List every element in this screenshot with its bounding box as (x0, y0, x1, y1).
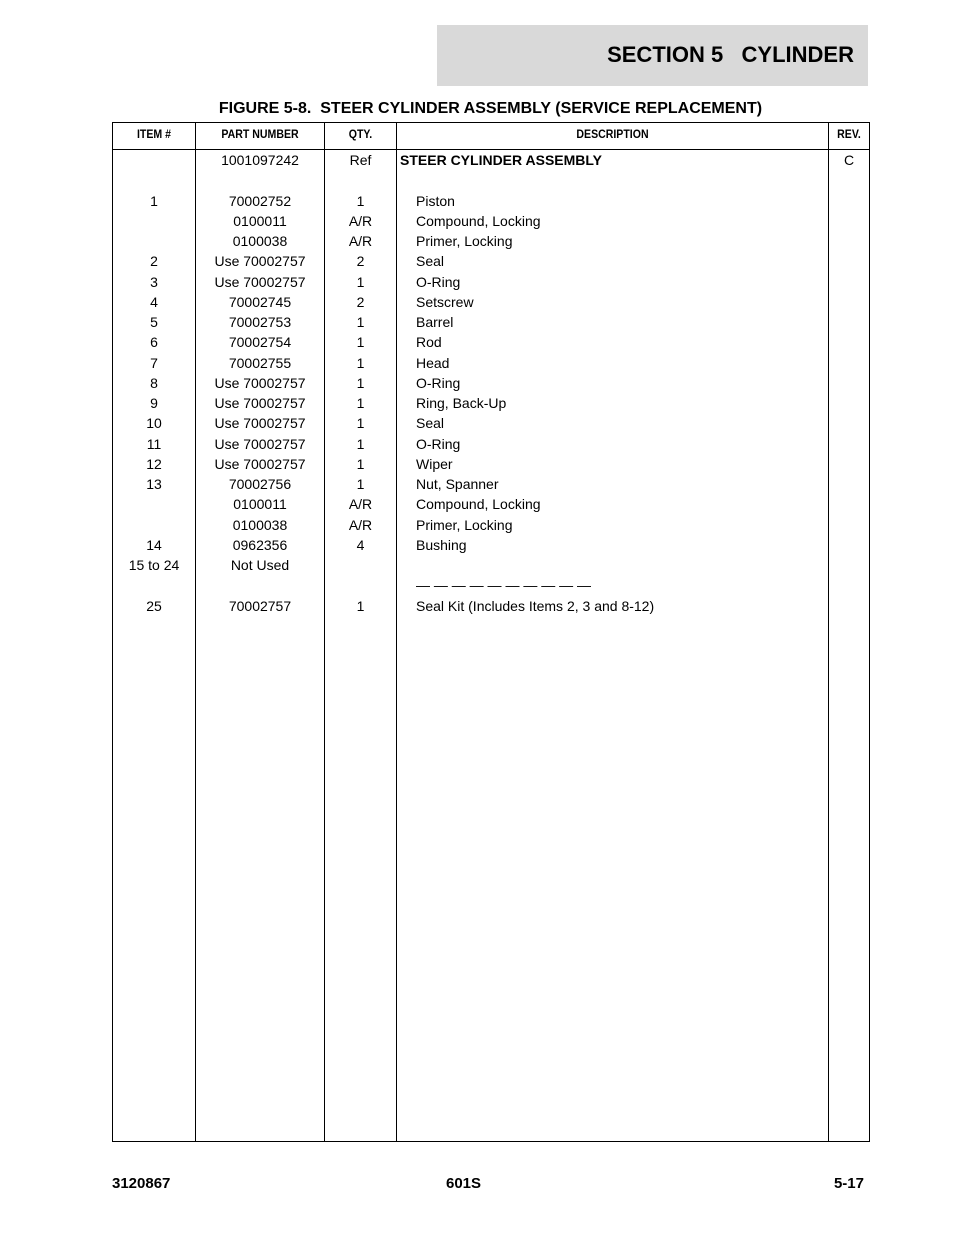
qty-cell: Ref (349, 152, 372, 168)
footer-doc-number: 3120867 (112, 1175, 171, 1192)
rev-cell (829, 413, 869, 433)
qty-cell: 1 (356, 415, 365, 432)
rev-cell (829, 454, 869, 474)
table-row (113, 434, 869, 454)
part-number-cell: 0100011 (233, 496, 287, 513)
table-row (113, 353, 869, 373)
item-cell: 10 (146, 415, 162, 432)
item-cell (113, 231, 195, 251)
item-cell: 2 (150, 253, 158, 270)
description-cell: Rod (416, 334, 442, 351)
table-row (113, 596, 869, 616)
section-banner (437, 25, 868, 86)
description-cell: Seal (416, 253, 445, 270)
rev-cell (829, 272, 869, 292)
description-cell: Wiper (416, 455, 453, 472)
footer-model: 601S (446, 1175, 482, 1192)
part-number-cell: Use 70002757 (214, 435, 306, 452)
part-number-cell: Use 70002757 (214, 395, 306, 411)
table-row (113, 494, 869, 514)
table-row (113, 413, 869, 433)
part-number-cell: 70002752 (228, 192, 292, 209)
qty-cell: 1 (356, 597, 365, 614)
rev-cell (829, 515, 869, 535)
table-row (113, 393, 869, 413)
rev-cell (829, 170, 869, 190)
col-header-rev: REV. (837, 127, 861, 141)
description-cell: O-Ring (416, 273, 461, 290)
qty-cell: 2 (356, 253, 365, 270)
qty-cell: A/R (348, 233, 373, 249)
rev-cell (829, 312, 869, 332)
item-cell: 9 (150, 395, 158, 411)
part-number-cell: Use 70002757 (214, 374, 306, 391)
part-number-cell: 70002754 (228, 334, 292, 351)
description-cell (416, 170, 826, 190)
qty-cell: 1 (356, 476, 365, 492)
item-cell (113, 494, 195, 514)
item-cell: 3 (150, 273, 158, 290)
item-cell: 11 (146, 435, 162, 452)
part-number-cell (196, 575, 324, 595)
qty-cell: 1 (356, 354, 365, 371)
qty-cell: 2 (356, 293, 365, 310)
rev-cell: C (843, 152, 855, 168)
rev-cell (829, 292, 869, 312)
table-row (113, 170, 869, 190)
item-cell (113, 575, 195, 595)
part-number-cell: 0100038 (232, 516, 288, 533)
parts-table (112, 122, 870, 1142)
item-cell: 15 to 24 (128, 557, 180, 573)
description-cell (416, 555, 826, 575)
qty-cell: 1 (356, 334, 365, 351)
qty-cell: 1 (356, 374, 365, 391)
part-number-cell: Use 70002757 (214, 415, 306, 432)
item-cell: 12 (146, 455, 162, 472)
description-cell: Seal Kit (Includes Items 2, 3 and 8-12) (416, 597, 655, 614)
part-number-cell: Use 70002757 (214, 455, 306, 472)
rev-cell (829, 373, 869, 393)
col-header-description: DESCRIPTION (576, 127, 649, 141)
description-cell: Primer, Locking (416, 516, 513, 533)
qty-cell: 1 (356, 314, 365, 330)
footer-page-number: 5-17 (833, 1175, 864, 1192)
item-cell: 14 (146, 536, 162, 553)
table-row (113, 272, 869, 292)
rev-cell (829, 251, 869, 271)
item-cell (113, 150, 195, 170)
rev-cell (829, 535, 869, 555)
part-number-cell: 0100038 (232, 233, 288, 249)
rev-cell (829, 555, 869, 575)
item-cell (113, 211, 195, 231)
rev-cell (829, 494, 869, 514)
item-cell: 6 (150, 334, 158, 351)
description-cell: O-Ring (416, 435, 461, 452)
description-cell: Bushing (416, 536, 467, 553)
section-title: SECTION 5 CYLINDER (607, 42, 854, 67)
table-row (113, 474, 869, 494)
item-cell: 25 (146, 597, 162, 614)
qty-cell: 1 (356, 395, 365, 411)
qty-cell: 1 (356, 192, 365, 209)
description-cell: O-Ring (416, 374, 461, 391)
qty-cell: 1 (356, 273, 365, 290)
qty-cell: A/R (348, 212, 373, 229)
part-number-cell: Use 70002757 (214, 253, 306, 270)
description-cell: Primer, Locking (416, 233, 513, 249)
description-cell: Barrel (416, 314, 454, 330)
table-row (113, 555, 869, 575)
item-cell: 8 (150, 374, 158, 391)
description-cell: Compound, Locking (416, 496, 541, 513)
table-row (113, 535, 869, 555)
table-row (113, 454, 869, 474)
item-cell (113, 170, 195, 190)
rev-cell (829, 332, 869, 352)
description-cell: Nut, Spanner (416, 476, 499, 492)
table-row (113, 292, 869, 312)
item-cell: 1 (150, 192, 158, 209)
item-cell: 4 (150, 293, 158, 310)
description-cell: Compound, Locking (416, 212, 541, 229)
item-cell: 7 (150, 354, 158, 371)
description-cell: STEER CYLINDER ASSEMBLY (400, 152, 602, 168)
rev-cell (829, 434, 869, 454)
qty-cell (325, 575, 396, 595)
part-number-cell: 0962356 (232, 536, 288, 553)
description-cell: Piston (416, 192, 455, 209)
rev-cell (829, 393, 869, 413)
figure-title: FIGURE 5-8. STEER CYLINDER ASSEMBLY (SERVICE REPLACEMENT) (218, 100, 763, 117)
part-number-cell: Not Used (230, 557, 290, 573)
part-number-cell: 70002753 (228, 314, 292, 330)
table-row (113, 515, 869, 535)
qty-cell (325, 555, 396, 575)
table-row (113, 312, 869, 332)
table-row (113, 211, 869, 231)
description-cell: Ring, Back-Up (416, 395, 507, 411)
table-row (113, 231, 869, 251)
rev-cell (829, 191, 869, 211)
rev-cell (829, 211, 869, 231)
col-header-part-number: PART NUMBER (221, 127, 299, 141)
part-number-cell (196, 170, 324, 190)
qty-cell (325, 170, 396, 190)
part-number-cell: 70002756 (228, 476, 292, 492)
table-row (113, 191, 869, 211)
description-cell: Setscrew (416, 293, 474, 310)
part-number-cell: 0100011 (233, 212, 287, 229)
rev-cell (829, 596, 869, 616)
description-cell: — — — — — — — — — — (416, 577, 592, 594)
table-row (113, 150, 869, 170)
part-number-cell: 70002745 (228, 293, 292, 310)
part-number-cell: 1001097242 (221, 152, 299, 168)
description-cell: Seal (416, 415, 445, 432)
col-header-qty: QTY. (348, 127, 373, 141)
item-cell: 13 (146, 476, 162, 492)
part-number-cell: 70002757 (228, 597, 292, 614)
rev-cell (829, 474, 869, 494)
rev-cell (829, 575, 869, 595)
rev-cell (829, 353, 869, 373)
qty-cell: A/R (348, 516, 373, 533)
table-row (113, 251, 869, 271)
part-number-cell: 70002755 (228, 354, 292, 371)
qty-cell: A/R (348, 496, 373, 513)
col-header-item: ITEM # (136, 127, 172, 141)
item-cell: 5 (150, 314, 158, 330)
qty-cell: 1 (356, 455, 365, 472)
qty-cell: 4 (356, 536, 365, 553)
table-row (113, 332, 869, 352)
table-row (113, 575, 869, 595)
qty-cell: 1 (356, 435, 365, 452)
rev-cell (829, 231, 869, 251)
table-row (113, 373, 869, 393)
item-cell (113, 515, 195, 535)
part-number-cell: Use 70002757 (214, 273, 306, 290)
description-cell: Head (416, 354, 450, 371)
